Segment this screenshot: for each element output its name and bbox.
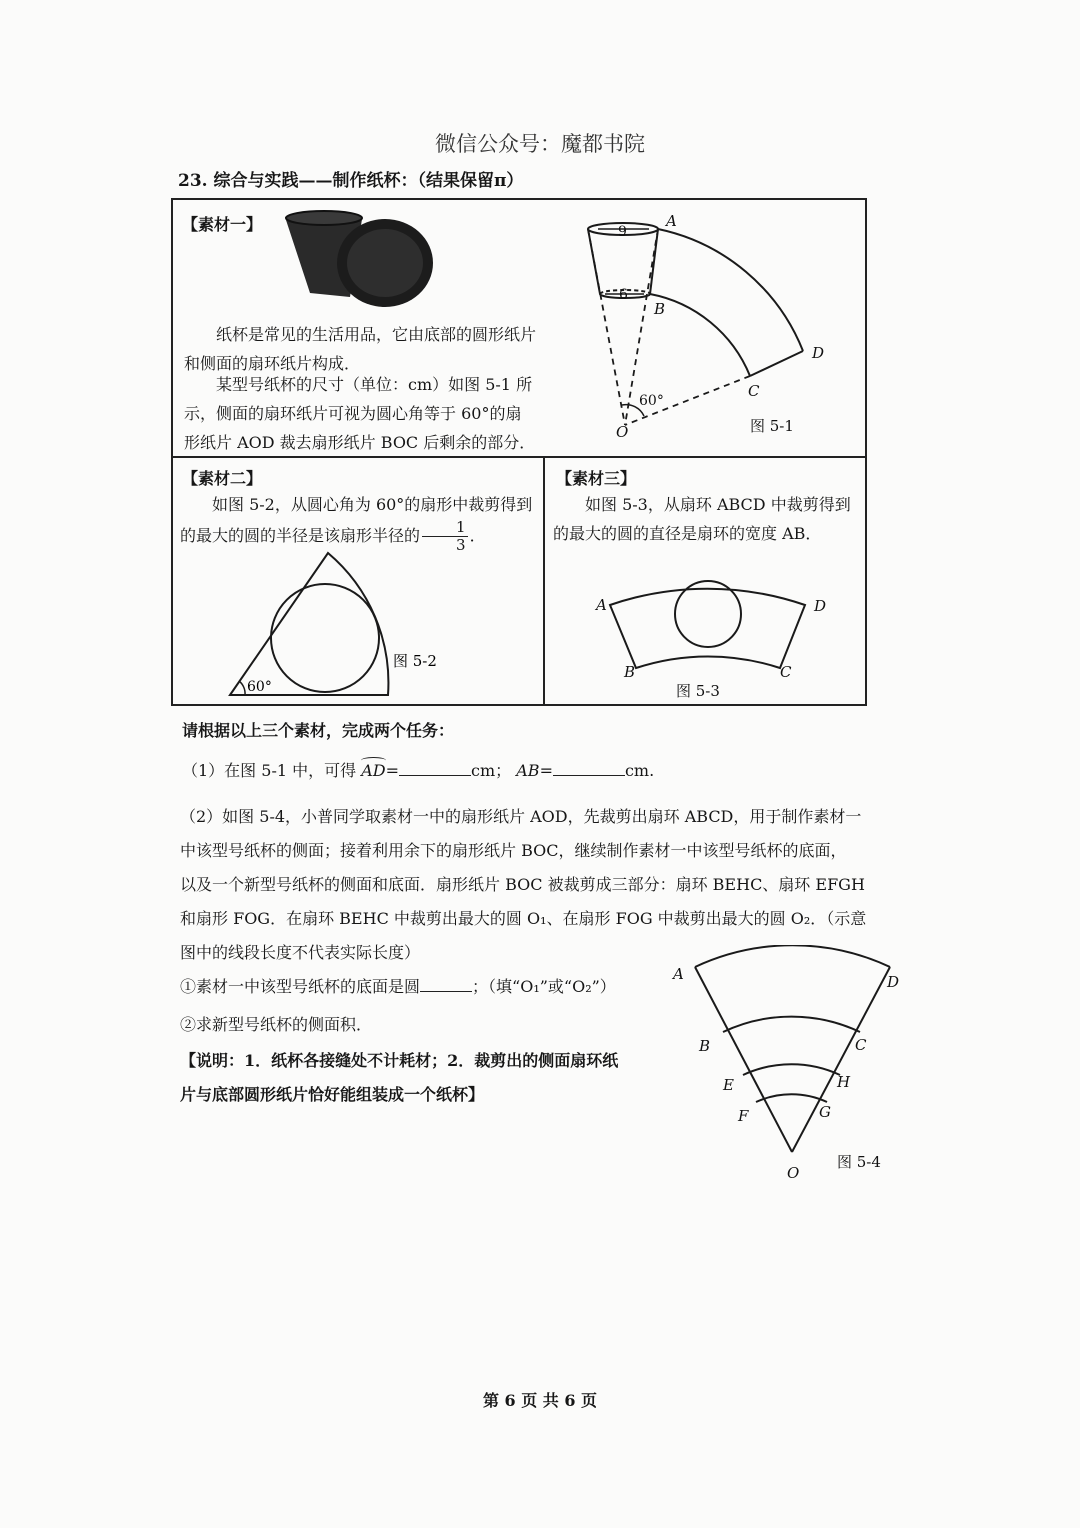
- fig51-label-6: 6: [619, 287, 628, 303]
- task2-note-line1: 【说明：1．纸杯各接缝处不计耗材；2．裁剪出的侧面扇环纸: [180, 1051, 619, 1070]
- fig51-label-9: 9: [618, 224, 627, 240]
- fig51-caption: 图 5-1: [750, 417, 794, 435]
- task1-blank-ab[interactable]: [553, 761, 625, 776]
- fig53-annulus-sector: [610, 589, 805, 668]
- material2-text: 如图 5-2，从圆心角为 60°的扇形中裁剪得到的最大的圆的半径是该扇形半径的 $\frac{1}{3}$ ．: [180, 495, 533, 554]
- fig53-label-b: B: [624, 663, 636, 681]
- fig51-line-dc: [750, 351, 803, 376]
- fig54-label-d: D: [887, 973, 900, 991]
- material3-title: 【素材三】: [556, 469, 637, 488]
- fig54-label-f: F: [738, 1107, 749, 1125]
- task1-blank-arc-length[interactable]: [399, 761, 471, 776]
- material1-text2: 某型号纸杯的尺寸（单位：cm）如图 5-1 所示，侧面的扇环纸片可视为圆心角等于 60°的扇形纸片 AOD 裁去扇形纸片 BOC 后剩余的部分．: [184, 375, 536, 452]
- material1-text1: 纸杯是常见的生活用品，它由底部的圆形纸片和侧面的扇环纸片构成．: [184, 325, 537, 373]
- fig54-arc-eh: [743, 1064, 840, 1075]
- fig51-line-ab: [650, 229, 658, 294]
- fig54-caption: 图 5-4: [837, 1153, 881, 1171]
- figure-5-1: [540, 200, 860, 455]
- arc-ad-notation: AD: [361, 761, 386, 780]
- task2-sub2: ②求新型号纸杯的侧面积．: [180, 1015, 373, 1034]
- fig51-arc-ad: [658, 229, 803, 351]
- question-title: 23. 综合与实践——制作纸杯：（结果保留π）: [178, 171, 524, 191]
- fig53-label-c: C: [780, 663, 792, 681]
- fig54-arc-ad: [695, 945, 890, 967]
- figure-5-2: [225, 550, 455, 700]
- fig54-label-a: A: [673, 965, 684, 983]
- fig54-label-c: C: [855, 1036, 867, 1054]
- fig54-arc-bc: [723, 1017, 860, 1032]
- fig54-arc-fg: [756, 1094, 827, 1102]
- watermark-header: 微信公众号：魔都书院: [435, 132, 645, 156]
- figure-5-4: [665, 945, 915, 1185]
- fig51-label-c: C: [748, 382, 760, 400]
- fig52-caption: 图 5-2: [393, 652, 437, 670]
- fig54-line-do: [792, 967, 890, 1152]
- fig51-angle: 60°: [639, 393, 664, 409]
- fig51-label-o: O: [616, 423, 629, 441]
- fig54-label-e: E: [723, 1076, 734, 1094]
- fig53-label-a: A: [596, 596, 607, 614]
- fig53-label-d: D: [814, 597, 827, 615]
- fig51-label-d: D: [812, 344, 825, 362]
- fig53-caption: 图 5-3: [676, 682, 720, 700]
- material2-title: 【素材二】: [182, 469, 263, 488]
- page-footer: 第 6 页 共 6 页: [482, 1391, 598, 1410]
- fig51-label-b: B: [654, 300, 666, 318]
- frame-divider-vertical: [543, 456, 545, 706]
- task2-sub1-blank[interactable]: [420, 977, 472, 992]
- fig52-angle: 60°: [247, 679, 272, 695]
- task1: （1）在图 5-1 中，可得 AD= cm； AB= cm.: [182, 761, 655, 780]
- fig54-label-h: H: [837, 1073, 851, 1091]
- task2-paragraph: （2）如图 5-4，小普同学取素材一中的扇形纸片 AOD，先裁剪出扇环 ABCD，用于制作素材一 中该型号纸杯的侧面；接着利用余下的扇形纸片 BOC，继续制作素材一中该型号纸杯的底面， 以及一个新型号纸杯的侧面和底面．扇形纸片 BOC 被裁剪成三部分：扇环 BEHC、扇环 EFGH 和扇形 FOG．在扇环 BEHC 中裁剪出最大的圆 O₁、在扇形 FOG 中裁剪出最大的圆 O₂．（示意 图中的线段长度不代表实际长度）: [180, 807, 867, 962]
- task2-sub1: ①素材一中该型号纸杯的底面是圆 ；（填“O₁”或“O₂”）: [180, 977, 616, 996]
- fig54-label-o: O: [787, 1164, 800, 1182]
- fig54-label-b: B: [699, 1037, 711, 1055]
- material3-text: 如图 5-3，从扇环 ABCD 中裁剪得到的最大的圆的直径是扇环的宽度 AB．: [553, 495, 851, 543]
- task2-note-line2: 片与底部圆形纸片恰好能组装成一个纸杯】: [180, 1085, 485, 1104]
- fig54-label-g: G: [819, 1103, 831, 1121]
- fig51-label-a: A: [666, 212, 677, 230]
- fig52-inscribed-circle: [271, 584, 379, 692]
- figure-5-3: [590, 570, 840, 705]
- fraction-one-third: $\frac{1}{3}$: [422, 519, 468, 554]
- fig53-circle: [675, 581, 741, 647]
- task-prompt: 请根据以上三个素材，完成两个任务：: [182, 721, 455, 740]
- paper-cup-photo: [280, 205, 440, 310]
- material1-title: 【素材一】: [182, 215, 263, 234]
